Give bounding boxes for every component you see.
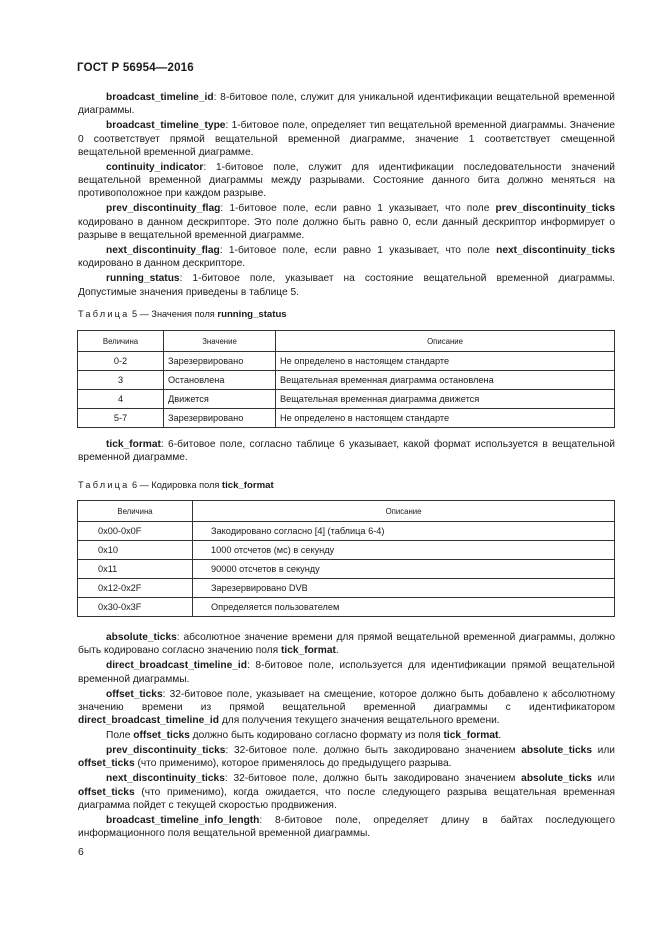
column-header: Описание	[276, 331, 615, 352]
field-description: : 1-битовое поле, служит для идентификации последовательности значений вещательной временной диаграммы между разрывами. Состояние данного бита должно меняться на противоположное при каждом разрыве.	[78, 161, 615, 200]
table-cell: 0x10	[78, 541, 193, 560]
field-description: : 8-битовое поле, служит для уникальной идентификации вещательной временной диаграммы.	[78, 92, 615, 117]
field-term: tick_format	[106, 439, 161, 450]
column-header: Величина	[78, 501, 193, 522]
field-term: prev_discontinuity_flag	[106, 203, 221, 215]
field-definitions-block-1	[78, 91, 615, 301]
table-row	[78, 371, 615, 390]
field-description: кодировано в данном дескрипторе. Это поле должно быть равно 0, если данный дескриптор информирует о разрыве в вещательной временной диаграмме.	[78, 216, 615, 242]
table-row	[78, 560, 615, 579]
field-term: running_status	[106, 273, 180, 285]
table-cell: Зарезервировано	[164, 409, 276, 428]
table-row	[78, 352, 615, 371]
table-cell: 0x30-0x3F	[78, 598, 193, 617]
field-term: offset_ticks	[78, 786, 135, 798]
field-term: broadcast_timeline_info_length	[106, 814, 260, 826]
table-row	[78, 409, 615, 428]
caption-field: running_status	[217, 309, 287, 320]
table-tick-format	[77, 500, 615, 617]
para-running-status	[78, 272, 615, 299]
table5-caption	[78, 309, 287, 320]
caption-field: tick_format	[221, 480, 274, 491]
field-description: или	[592, 745, 615, 757]
table6-caption	[78, 480, 274, 491]
field-description: : 8-битовое поле, используется для идентификации прямой вещательной временной диаграммы.	[78, 660, 615, 685]
table-cell: Не определено в настоящем стандарте	[276, 409, 615, 428]
table-cell: Закодировано согласно [4] (таблица 6-4)	[193, 522, 615, 541]
field-term: tick_format	[443, 730, 499, 742]
field-term: next_discontinuity_ticks	[496, 245, 615, 257]
field-description: : 1-битовое поле, указывает на состояние вещательной временной диаграммы. Допустимые значения приведены в таблице 5.	[78, 273, 615, 298]
field-definitions-block-2	[78, 631, 615, 842]
field-description: Поле	[106, 730, 134, 742]
field-term: next_discontinuity_flag	[106, 245, 220, 257]
field-term: offset_ticks	[133, 730, 190, 742]
table-cell: 3	[78, 371, 164, 390]
table-cell: Вещательная временная диаграмма движется	[276, 390, 615, 409]
table-cell: 90000 отсчетов в секунду	[193, 560, 615, 579]
para-offset-ticks	[78, 688, 615, 728]
table-cell: 4	[78, 390, 164, 409]
field-description: .	[498, 730, 502, 742]
para-next-discontinuity-ticks	[78, 772, 615, 812]
field-term: next_discontinuity_ticks	[106, 773, 225, 785]
field-description: кодировано в данном дескрипторе.	[78, 258, 246, 270]
para-direct-broadcast-timeline-id	[78, 659, 615, 686]
field-description: : 32-битовое поле, должно быть закодировано значением	[224, 773, 522, 785]
para-tick-format	[78, 438, 615, 465]
table-cell: 0x12-0x2F	[78, 579, 193, 598]
caption-word: Таблица	[78, 309, 130, 319]
field-description: : 32-битовое поле, указывает на смещение, которое должно быть добавлено к абсолютному значению времени из прямой вещательной временной диаграммы с идентификатором	[78, 688, 615, 713]
table-header-row	[78, 501, 615, 522]
column-header: Значение	[164, 331, 276, 352]
standard-header: ГОСТ Р 56954—2016	[77, 62, 194, 74]
table-cell: 0x11	[78, 560, 193, 579]
para-offset-ticks-format	[78, 729, 615, 742]
table-cell: Движется	[164, 390, 276, 409]
para-absolute-ticks	[78, 631, 615, 658]
field-description: : 6-битовое поле, согласно таблице 6 указывает, какой формат используется в вещательной временной диаграмме.	[78, 439, 615, 464]
column-header: Описание	[193, 501, 615, 522]
field-description: (что применимо), когда ожидается, что после следующего разрыва вещательная временная диаграмма пойдет с текущей скоростью продвижения.	[78, 786, 615, 811]
field-term: absolute_ticks	[106, 632, 177, 643]
field-term: offset_ticks	[106, 688, 163, 700]
field-description: : 8-битовое поле, определяет длину в байтах последующего информационного поля вещательной временной диаграммы.	[78, 814, 615, 840]
table-row	[78, 541, 615, 560]
field-term: direct_broadcast_timeline_id	[106, 660, 247, 672]
field-description: (что применимо), которое применялось до предыдущего разрыва.	[134, 758, 452, 770]
table-cell: Не определено в настоящем стандарте	[276, 352, 615, 371]
caption-number: 5 — Значения поля	[132, 309, 215, 319]
field-term: continuity_indicator	[106, 161, 204, 173]
field-description: : 32-битовое поле. должно быть закодировано значением	[225, 745, 522, 757]
table-row	[78, 522, 615, 541]
field-term: absolute_ticks	[521, 745, 593, 757]
table-cell: 0x00-0x0F	[78, 522, 193, 541]
table-row	[78, 579, 615, 598]
table-cell: 1000 отсчетов (мс) в секунду	[193, 541, 615, 560]
para-broadcast-timeline-info-length	[78, 814, 615, 841]
field-term: tick_format	[280, 645, 336, 657]
field-term: prev_discontinuity_ticks	[495, 203, 615, 215]
table-cell: 5-7	[78, 409, 164, 428]
caption-word: Таблица	[78, 480, 130, 490]
tick-format-paragraph	[78, 438, 615, 466]
para-prev-discontinuity-ticks	[78, 744, 615, 771]
para-continuity-indicator	[78, 161, 615, 201]
field-description: : 1-битовое поле, если равно 1 указывает, что поле	[219, 245, 497, 257]
para-prev-discontinuity-flag	[78, 202, 615, 242]
table-header-row	[78, 331, 615, 352]
table-cell: Зарезервировано	[164, 352, 276, 371]
table-running-status	[77, 330, 615, 428]
field-description: : абсолютное значение времени для прямой вещательной временной диаграммы, должно быть кодировано согласно значению поля	[78, 632, 615, 657]
table-cell: Остановлена	[164, 371, 276, 390]
field-description: или	[591, 773, 615, 785]
caption-number: 6 — Кодировка поля	[132, 480, 220, 490]
field-description: должно быть кодировано согласно формату из поля	[189, 730, 444, 742]
field-description: : 1-битовое поле, если равно 1 указывает, что поле	[220, 203, 496, 215]
field-description: : 1-битовое поле, определяет тип вещательной временной диаграммы. Значение 0 соответствует прямой вещательной временной диаграмме, значение 1 соответствует смещенной вещательной временной диаграмме.	[78, 120, 615, 158]
table-cell: Вещательная временная диаграмма остановлена	[276, 371, 615, 390]
page-number: 6	[78, 846, 84, 858]
column-header: Величина	[78, 331, 164, 352]
field-term: direct_broadcast_timeline_id	[78, 715, 219, 727]
para-broadcast-timeline-type	[78, 119, 615, 159]
field-description: для получения текущего значения вещательного времени.	[218, 715, 500, 727]
para-next-discontinuity-flag	[78, 244, 615, 271]
field-term: absolute_ticks	[521, 773, 592, 785]
field-term: prev_discontinuity_ticks	[106, 745, 226, 757]
table-row	[78, 390, 615, 409]
table-row	[78, 598, 615, 617]
table-cell: Определяется пользователем	[193, 598, 615, 617]
field-description: .	[335, 645, 339, 657]
field-term: broadcast_timeline_id	[106, 92, 214, 103]
table-cell: 0-2	[78, 352, 164, 371]
table-cell: Зарезервировано DVB	[193, 579, 615, 598]
field-term: broadcast_timeline_type	[106, 120, 226, 132]
field-term: offset_ticks	[78, 758, 135, 770]
para-broadcast-timeline-id	[78, 91, 615, 118]
